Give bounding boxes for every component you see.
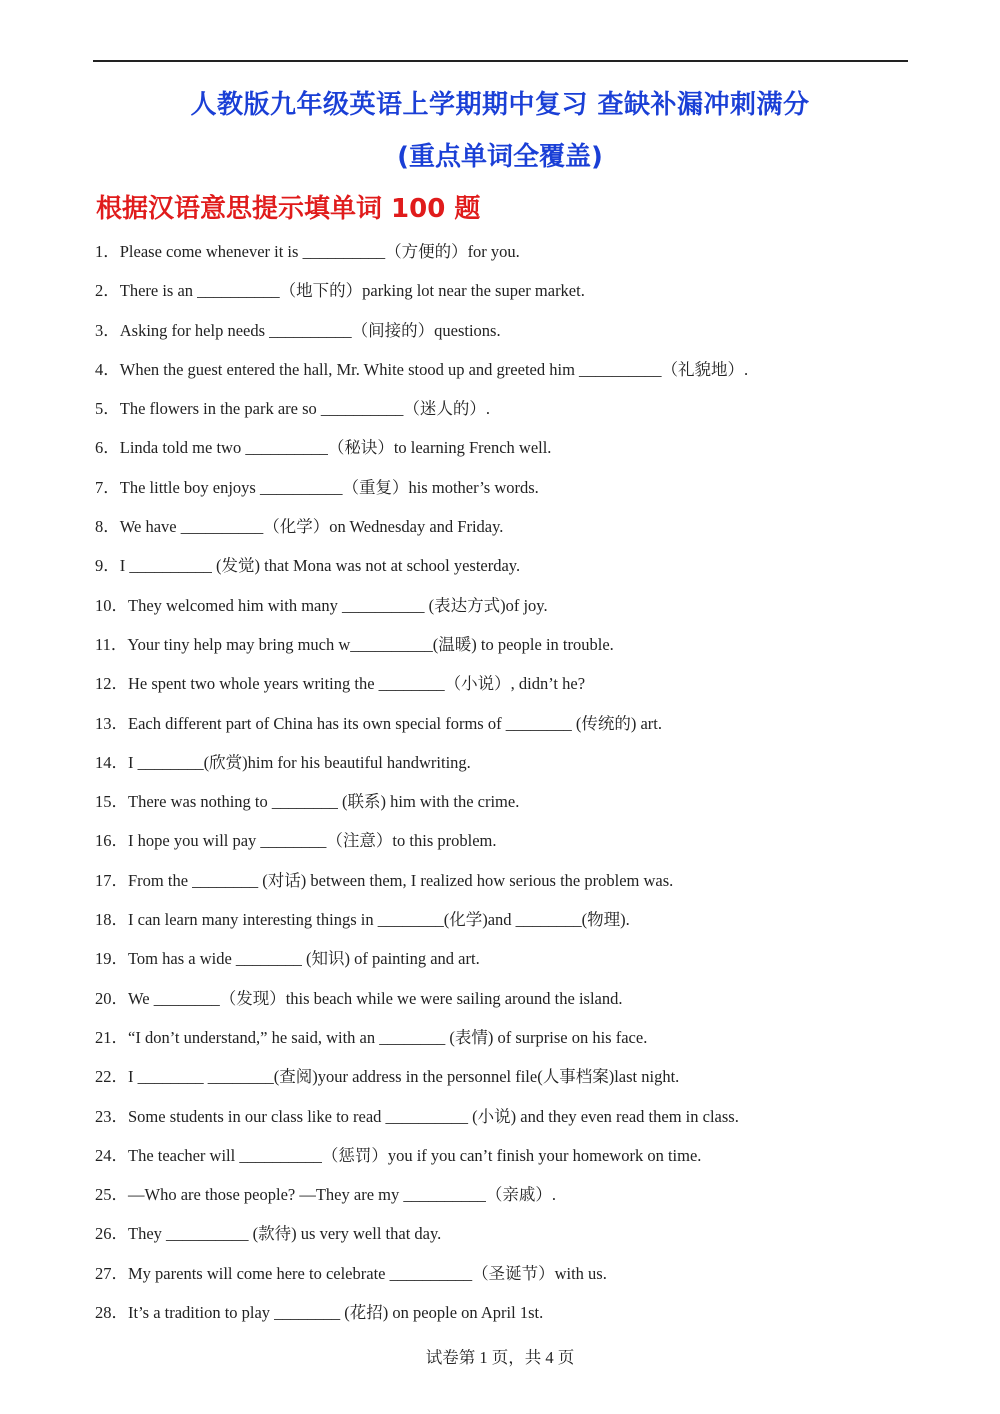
question-number: 27． [95,1263,128,1283]
question-item [95,749,915,788]
question-text: They welcomed him with many __________ (表达方式)of joy. [128,595,548,615]
question-text: It’s a tradition to play ________ (花招) on people on April 1st. [128,1303,544,1323]
question-text: I can learn many interesting things in ________(化学)and ________(物理). [128,910,630,930]
question-item [95,434,915,473]
question-text: Each different part of China has its own special forms of ________ (传统的) art. [128,713,662,733]
question-number: 14． [95,752,128,772]
question-number: 3． [95,320,120,340]
question-number: 5． [95,399,120,419]
question-item [95,906,915,945]
question-item [95,1024,915,1063]
question-text: When the guest entered the hall, Mr. White stood up and greeted him __________（礼貌地）. [119,359,749,379]
section-heading: 根据汉语意思提示填单词 100 题 [96,194,481,224]
question-item [95,1142,915,1181]
question-number: 24． [95,1145,128,1165]
question-item [95,670,915,709]
question-text: The teacher will __________（惩罚）you if you can’t finish your homework on time. [128,1145,702,1165]
question-item [95,356,915,395]
question-item [95,317,915,356]
question-item [95,631,915,670]
question-number: 12． [95,674,128,694]
question-number: 23． [95,1106,128,1126]
question-text: There was nothing to ________ (联系) him with the crime. [128,792,520,812]
question-text: They __________ (款待) us very well that day. [128,1224,442,1244]
question-item [95,1220,915,1259]
question-number: 7． [95,477,120,497]
question-text: I ________ ________(查阅)your address in the personnel file(人事档案)last night. [128,1067,680,1087]
question-item [95,277,915,316]
question-number: 8． [95,517,120,537]
question-item [95,710,915,749]
question-number: 22． [95,1067,128,1087]
question-number: 16． [95,831,128,851]
question-item [95,788,915,827]
question-item [95,827,915,866]
question-number: 4． [95,359,120,379]
question-text: We have __________（化学）on Wednesday and Friday. [119,517,504,537]
question-number: 15． [95,792,128,812]
page-footer: 试卷第 1 页，共 4 页 [425,1348,575,1367]
question-text: I ________(欣赏)him for his beautiful handwriting. [128,752,471,772]
question-number: 13． [95,713,128,733]
page-title: 人教版九年级英语上学期期中复习 查缺补漏冲刺满分 [190,90,810,120]
question-number: 28． [95,1303,128,1323]
question-number: 25． [95,1185,128,1205]
question-item [95,474,915,513]
question-text: The flowers in the park are so __________（迷人的）. [119,399,491,419]
question-item [95,395,915,434]
question-item [95,1260,915,1299]
question-number: 21． [95,1027,128,1047]
question-item [95,238,915,277]
question-item [95,592,915,631]
question-item [95,513,915,552]
question-item [95,1063,915,1102]
question-number: 18． [95,910,128,930]
question-text: Some students in our class like to read __________ (小说) and they even read them in class. [128,1106,739,1126]
question-number: 26． [95,1224,128,1244]
question-number: 17． [95,870,128,890]
question-number: 10． [95,595,128,615]
question-number: 11． [95,634,128,654]
question-number: 9． [95,556,120,576]
question-item [95,1103,915,1142]
question-text: My parents will come here to celebrate __________（圣诞节）with us. [128,1263,607,1283]
question-item [95,1181,915,1220]
question-item [95,1299,915,1338]
question-text: I __________ (发觉) that Mona was not at school yesterday. [119,556,521,576]
question-text: There is an __________（地下的）parking lot near the super market. [119,281,585,301]
question-text: Please come whenever it is __________（方便的）for you. [119,242,520,261]
question-item [95,945,915,984]
question-text: Linda told me two __________（秘诀）to learning French well. [119,438,552,458]
question-number: 6． [95,438,120,458]
question-text: We ________（发现）this beach while we were sailing around the island. [128,988,623,1008]
page-subtitle: (重点单词全覆盖) [397,142,603,172]
question-number: 1． [95,242,120,261]
question-number: 20． [95,988,128,1008]
question-text: From the ________ (对话) between them, I realized how serious the problem was. [128,870,674,890]
question-text: Asking for help needs __________（间接的）questions. [119,320,501,340]
question-text: Tom has a wide ________ (知识) of painting and art. [128,949,480,969]
question-item [95,985,915,1024]
question-text: I hope you will pay ________（注意）to this problem. [128,831,497,851]
question-item [95,552,915,591]
question-text: —Who are those people? —They are my __________（亲戚）. [128,1185,556,1205]
top-rule [93,60,908,62]
question-list [95,238,915,1338]
question-item [95,867,915,906]
question-text: He spent two whole years writing the ________（小说）, didn’t he? [128,674,586,694]
question-text: Your tiny help may bring much w__________(温暖) to people in trouble. [127,634,614,654]
question-text: “I don’t understand,” he said, with an ________ (表情) of surprise on his face. [128,1027,648,1047]
question-text: The little boy enjoys __________（重复）his mother’s words. [119,477,539,497]
question-number: 19． [95,949,128,969]
question-number: 2． [95,281,120,301]
